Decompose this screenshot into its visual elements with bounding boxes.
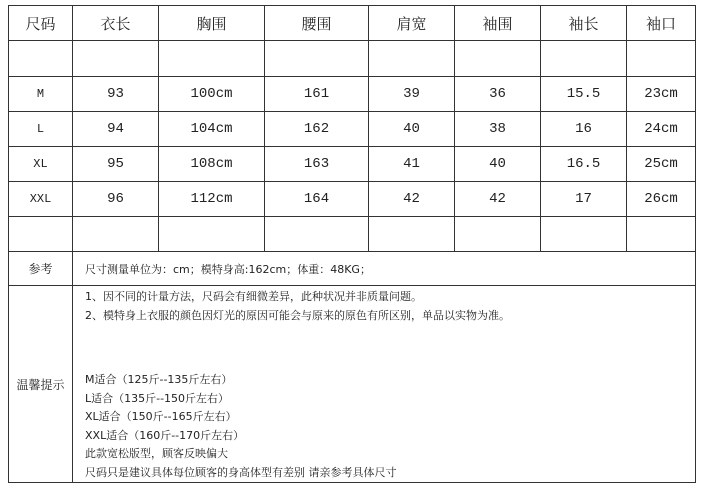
size-label: XL	[9, 147, 73, 182]
header-length: 衣长	[73, 6, 159, 41]
table-cell: 93	[73, 77, 159, 112]
tip-note: 2、模特身上衣服的颜色因灯光的原因可能会与原来的原色有所区别，单品以实物为准。	[85, 308, 510, 322]
table-cell: 40	[455, 147, 541, 182]
fit-line: XL适合（150斤--165斤左右）	[85, 410, 237, 423]
table-cell: 164	[265, 182, 369, 217]
reference-label: 参考	[9, 252, 73, 286]
table-cell: 41	[369, 147, 455, 182]
fit-line: L适合（135斤--150斤左右）	[85, 391, 230, 405]
blank-cell	[265, 217, 369, 252]
table-cell: 95	[73, 147, 159, 182]
table-cell: 24cm	[627, 112, 696, 147]
header-sleeve-width: 袖围	[455, 6, 541, 41]
table-row	[9, 112, 696, 147]
table-row	[9, 147, 696, 182]
fit-line: 尺码只是建议具体每位顾客的身高体型有差别 请亲参考具体尺寸	[85, 465, 397, 479]
blank-cell	[159, 41, 265, 77]
table-cell: 16.5	[541, 147, 627, 182]
table-cell: 42	[369, 182, 455, 217]
blank-cell	[73, 41, 159, 77]
table-cell: 23cm	[627, 77, 696, 112]
tips-row	[9, 286, 696, 483]
table-cell: 96	[73, 182, 159, 217]
table-cell: 40	[369, 112, 455, 147]
blank-cell	[627, 41, 696, 77]
table-cell: 163	[265, 147, 369, 182]
fit-line: M适合（125斤--135斤左右）	[85, 373, 233, 386]
header-row	[9, 6, 696, 41]
table-cell: 17	[541, 182, 627, 217]
blank-cell	[541, 41, 627, 77]
blank-cell	[9, 41, 73, 77]
table-cell: 108cm	[159, 147, 265, 182]
reference-text: 尺寸测量单位为：cm；模特身高:162cm；体重：48KG；	[73, 252, 696, 286]
blank-cell	[455, 217, 541, 252]
table-cell: 16	[541, 112, 627, 147]
blank-cell	[73, 217, 159, 252]
table-cell: 94	[73, 112, 159, 147]
blank-cell	[9, 217, 73, 252]
table-cell: 104cm	[159, 112, 265, 147]
table-cell: 100cm	[159, 77, 265, 112]
table-cell: 42	[455, 182, 541, 217]
tips-content	[73, 286, 696, 483]
table-cell: 112cm	[159, 182, 265, 217]
blank-row	[9, 41, 696, 77]
fit-line: 此款宽松版型，顾客反映偏大	[85, 447, 228, 460]
size-chart	[8, 5, 695, 483]
blank-cell	[159, 217, 265, 252]
fit-line: XXL适合（160斤--170斤左右）	[85, 428, 245, 442]
size-label: XXL	[9, 182, 73, 217]
size-table	[8, 5, 696, 483]
header-shoulder: 肩宽	[369, 6, 455, 41]
table-row	[9, 182, 696, 217]
header-chest: 胸围	[159, 6, 265, 41]
blank-cell	[541, 217, 627, 252]
table-row	[9, 77, 696, 112]
table-cell: 15.5	[541, 77, 627, 112]
table-cell: 25cm	[627, 147, 696, 182]
spacer-row	[9, 217, 696, 252]
size-label: M	[9, 77, 73, 112]
header-waist: 腰围	[265, 6, 369, 41]
table-cell: 36	[455, 77, 541, 112]
table-cell: 39	[369, 77, 455, 112]
table-cell: 26cm	[627, 182, 696, 217]
table-cell: 162	[265, 112, 369, 147]
tips-label: 温馨提示	[9, 286, 73, 483]
table-cell: 161	[265, 77, 369, 112]
header-size: 尺码	[9, 6, 73, 41]
blank-cell	[265, 41, 369, 77]
blank-cell	[455, 41, 541, 77]
blank-cell	[627, 217, 696, 252]
reference-row	[9, 252, 696, 286]
header-sleeve-length: 袖长	[541, 6, 627, 41]
blank-cell	[369, 41, 455, 77]
blank-cell	[369, 217, 455, 252]
tips-gap	[85, 325, 695, 371]
tip-note: 1、因不同的计量方法，尺码会有细微差异，此种状况并非质量问题。	[85, 290, 422, 303]
size-label: L	[9, 112, 73, 147]
table-cell: 38	[455, 112, 541, 147]
header-cuff: 袖口	[627, 6, 696, 41]
